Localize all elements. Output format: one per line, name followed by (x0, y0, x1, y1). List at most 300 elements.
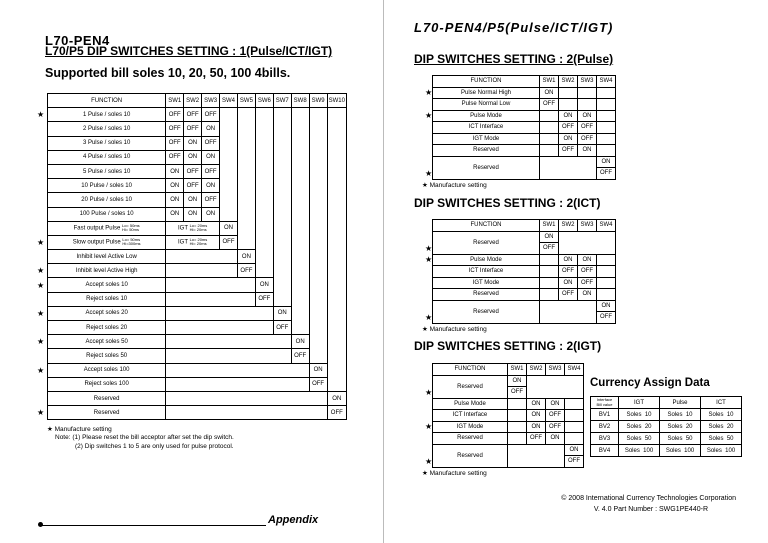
manufacture-star-icon: ★ (425, 388, 433, 397)
switch-value: ON (559, 133, 578, 145)
col-header-function: FUNCTION (48, 94, 166, 108)
table-row (48, 164, 347, 178)
function-cell: Reserved (433, 231, 540, 254)
empty-cell (237, 150, 255, 164)
blank-span (166, 363, 309, 377)
empty-cell (220, 207, 238, 221)
switch-value (559, 99, 578, 111)
switch-value: ON (202, 179, 220, 193)
col-header-sw: SW5 (237, 94, 255, 108)
function-cell: ICT Interface (433, 122, 540, 134)
empty-cell (273, 136, 291, 150)
switch-value: OFF (565, 456, 584, 468)
switch-value: OFF (597, 168, 616, 180)
empty-cell (309, 122, 327, 136)
switch-value: ON (527, 398, 546, 410)
function-cell: 5 Pulse / soles 10 (48, 164, 166, 178)
empty-cell (291, 321, 309, 335)
table-row (433, 375, 584, 387)
empty-cell (309, 164, 327, 178)
switch-value (540, 122, 559, 134)
function-cell: ICT Interface (433, 410, 508, 422)
empty-cell (291, 292, 309, 306)
currency-cell (660, 409, 701, 421)
empty-cell (327, 122, 346, 136)
empty-cell (327, 221, 346, 235)
footer-line (40, 525, 266, 526)
switch-value: OFF (578, 122, 597, 134)
igt-table (432, 363, 584, 468)
switch-value: OFF (546, 421, 565, 433)
col-header-sw: SW1 (166, 94, 184, 108)
col-header-sw: SW1 (540, 220, 559, 232)
function-cell: Reserved (433, 375, 508, 398)
manufacture-star-icon: ★ (37, 309, 45, 318)
manufacture-star-icon: ★ (425, 254, 433, 264)
switch-value (565, 398, 584, 410)
ict-manu-note: ★ Manufacture setting (422, 326, 487, 333)
currency-name: Soles (667, 435, 683, 442)
igt-timing-cell (166, 235, 220, 249)
switch-value (597, 99, 616, 111)
empty-cell (255, 164, 273, 178)
empty-cell (255, 193, 273, 207)
switch-value: ON (540, 231, 559, 243)
currency-cell (619, 433, 660, 445)
empty-cell (255, 250, 273, 264)
switch-value: OFF (166, 150, 184, 164)
function-cell: Reserved (433, 156, 540, 179)
bill-value: BV1 (591, 409, 619, 421)
switch-value: OFF (578, 277, 597, 289)
switch-value: ON (202, 122, 220, 136)
currency-amount: 10 (644, 411, 652, 418)
switch-value (565, 433, 584, 445)
function-cell: Reserved (433, 433, 508, 445)
dip-switch-table-1 (47, 93, 347, 420)
section-pulse-title: DIP SWITCHES SETTING : 2(Pulse) (414, 52, 614, 66)
currency-amount: 10 (685, 411, 693, 418)
note-1: Note: (1) Please reset the bill acceptor after set the dip switch. (55, 434, 234, 441)
switch-value: OFF (166, 122, 184, 136)
empty-cell (327, 349, 346, 363)
empty-cell (255, 108, 273, 122)
col-header-sw: SW2 (559, 220, 578, 232)
switch-value: ON (578, 145, 597, 157)
empty-cell (327, 108, 346, 122)
switch-value: OFF (327, 406, 346, 420)
col-header-sw: SW7 (273, 94, 291, 108)
empty-cell (291, 179, 309, 193)
currency-amount: 100 (725, 447, 736, 454)
switch-value: ON (508, 375, 527, 387)
pulse-timing: Lo= 50ms Hi=300ms (122, 237, 141, 247)
manufacture-star-icon: ★ (37, 266, 45, 276)
table-row (433, 110, 616, 122)
switch-value (508, 433, 527, 445)
switch-value: ON (291, 335, 309, 349)
blank-span (508, 444, 565, 467)
empty-cell (255, 150, 273, 164)
switch-value: ON (527, 410, 546, 422)
empty-cell (309, 221, 327, 235)
pulse-manu-note: ★ Manufacture setting (422, 182, 487, 189)
switch-value: ON (202, 207, 220, 221)
corner-interface: Interface (596, 396, 613, 402)
table-row (48, 193, 347, 207)
col-header-sw: SW4 (597, 220, 616, 232)
table-row (433, 254, 616, 266)
bill-value: BV2 (591, 421, 619, 433)
currency-cell (660, 433, 701, 445)
switch-value: OFF (202, 136, 220, 150)
currency-header: Pulse (660, 397, 701, 409)
table-row (48, 136, 347, 150)
switch-value: OFF (166, 108, 184, 122)
empty-cell (237, 207, 255, 221)
empty-cell (237, 235, 255, 249)
blank-span (166, 292, 256, 306)
empty-cell (273, 164, 291, 178)
switch-value: ON (546, 398, 565, 410)
igt-label: IGT (178, 225, 188, 232)
empty-cell (291, 108, 309, 122)
switch-value (540, 254, 559, 266)
table-row (48, 292, 347, 306)
function-cell: ICT Interface (433, 266, 540, 278)
table-row (48, 221, 347, 235)
table-row (48, 349, 347, 363)
col-header-sw: SW9 (309, 94, 327, 108)
function-cell: Pulse Mode (433, 398, 508, 410)
currency-name: Soles (626, 435, 642, 442)
switch-value: OFF (559, 266, 578, 278)
empty-cell (327, 377, 346, 391)
switch-value: ON (597, 300, 616, 312)
empty-cell (291, 221, 309, 235)
empty-cell (255, 179, 273, 193)
switch-value (597, 277, 616, 289)
blank-span (166, 335, 291, 349)
table-row (591, 421, 742, 433)
empty-cell (237, 136, 255, 150)
empty-cell (291, 164, 309, 178)
currency-name: Soles (667, 411, 683, 418)
blank-span (166, 250, 238, 264)
switch-value: ON (237, 250, 255, 264)
function-cell: Accept soles 100 (48, 363, 166, 377)
table-row (48, 278, 347, 292)
switch-value: ON (166, 207, 184, 221)
switch-value: OFF (202, 193, 220, 207)
table-row (48, 306, 347, 320)
manufacture-star-icon: ★ (37, 408, 45, 418)
table-row (48, 250, 347, 264)
switch-value: OFF (597, 312, 616, 324)
blank-span (166, 264, 238, 278)
table-row (433, 364, 584, 376)
table-row (433, 266, 616, 278)
table-row (433, 433, 584, 445)
function-cell: Reserved (433, 444, 508, 467)
table-row (433, 444, 584, 456)
function-cell: Accept soles 20 (48, 306, 166, 320)
table-row (433, 300, 616, 312)
switch-value (508, 421, 527, 433)
empty-cell (220, 179, 238, 193)
corner-cell (591, 397, 619, 409)
right-page (384, 0, 768, 543)
blank-span (166, 306, 274, 320)
empty-cell (273, 108, 291, 122)
empty-cell (327, 164, 346, 178)
switch-value: OFF (578, 133, 597, 145)
table-row (48, 406, 347, 420)
switch-value (540, 133, 559, 145)
manufacture-star-icon: ★ (425, 421, 433, 431)
blank-span (166, 377, 309, 391)
switch-value (597, 87, 616, 99)
empty-cell (327, 335, 346, 349)
table-row (591, 433, 742, 445)
table-row (591, 409, 742, 421)
empty-cell (291, 278, 309, 292)
switch-value: ON (559, 277, 578, 289)
igt-manu-note: ★ Manufacture setting (422, 470, 487, 477)
currency-name: Soles (708, 435, 724, 442)
switch-value (508, 398, 527, 410)
col-header-sw: SW3 (546, 364, 565, 376)
currency-name: Soles (624, 447, 640, 454)
function-cell: Pulse Normal High (433, 87, 540, 99)
section-ict-title: DIP SWITCHES SETTING : 2(ICT) (414, 196, 601, 210)
function-cell: 10 Pulse / soles 10 (48, 179, 166, 193)
function-cell: IGT Mode (433, 421, 508, 433)
blank-span (540, 156, 597, 179)
table-row (433, 156, 616, 168)
currency-header: IGT (619, 397, 660, 409)
col-header-function: FUNCTION (433, 76, 540, 88)
manufacture-star-icon: ★ (425, 87, 433, 97)
note-2: (2) Dip switches 1 to 5 are only used for pulse protocol. (75, 443, 234, 450)
table-row (48, 363, 347, 377)
manufacture-star-icon: ★ (37, 280, 45, 290)
switch-value: OFF (291, 349, 309, 363)
empty-cell (309, 306, 327, 320)
switch-value: OFF (559, 145, 578, 157)
function-cell: Reject soles 100 (48, 377, 166, 391)
currency-name: Soles (706, 447, 722, 454)
function-cell: Accept soles 10 (48, 278, 166, 292)
switch-value: ON (166, 179, 184, 193)
switch-value (597, 266, 616, 278)
switch-value: ON (273, 306, 291, 320)
empty-cell (255, 136, 273, 150)
empty-cell (327, 321, 346, 335)
function-cell: 100 Pulse / soles 10 (48, 207, 166, 221)
table-row (433, 76, 616, 88)
switch-value: ON (184, 150, 202, 164)
function-cell: Pulse Mode (433, 254, 540, 266)
function-cell: IGT Mode (433, 133, 540, 145)
empty-cell (255, 122, 273, 136)
table-row (48, 335, 347, 349)
pulse-speed-cell (48, 221, 166, 235)
igt-timing-cell (166, 221, 220, 235)
table-row (48, 108, 347, 122)
empty-cell (291, 264, 309, 278)
currency-header: ICT (701, 397, 742, 409)
switch-value: OFF (184, 108, 202, 122)
empty-cell (309, 207, 327, 221)
empty-cell (273, 150, 291, 164)
switch-value: OFF (578, 266, 597, 278)
table-row (433, 133, 616, 145)
section-igt-title: DIP SWITCHES SETTING : 2(IGT) (414, 339, 602, 353)
empty-cell (309, 108, 327, 122)
function-cell: 20 Pulse / soles 10 (48, 193, 166, 207)
empty-cell (327, 179, 346, 193)
switch-value: ON (559, 110, 578, 122)
pulse-speed-label: Fast output Pulse (73, 225, 121, 232)
empty-cell (291, 122, 309, 136)
function-cell: 1 Pulse / soles 10 (48, 108, 166, 122)
currency-amount: 20 (726, 423, 734, 430)
empty-cell (273, 235, 291, 249)
currency-name: Soles (708, 411, 724, 418)
currency-name: Soles (708, 423, 724, 430)
switch-value (597, 289, 616, 301)
switch-value: ON (327, 391, 346, 405)
switch-value: ON (255, 278, 273, 292)
manufacture-star-icon: ★ (425, 110, 433, 120)
switch-value: ON (184, 207, 202, 221)
page-heading: L70/P5 DIP SWITCHES SETTING : 1(Pulse/ICT/IGT) (45, 44, 333, 58)
empty-cell (309, 292, 327, 306)
switch-value: ON (184, 193, 202, 207)
table-row (433, 421, 584, 433)
blank-span (166, 349, 291, 363)
switch-value: OFF (166, 136, 184, 150)
col-header-sw: SW3 (578, 76, 597, 88)
function-cell: Reserved (433, 289, 540, 301)
col-header-sw: SW10 (327, 94, 346, 108)
switch-value: OFF (559, 122, 578, 134)
switch-value: OFF (184, 179, 202, 193)
table-row (48, 235, 347, 249)
switch-value (597, 122, 616, 134)
function-cell: 3 Pulse / soles 10 (48, 136, 166, 150)
switch-value: OFF (508, 387, 527, 399)
switch-value (540, 266, 559, 278)
blank-span (166, 391, 327, 405)
empty-cell (327, 292, 346, 306)
table-row (433, 277, 616, 289)
switch-value: ON (546, 433, 565, 445)
manufacture-star-icon: ★ (425, 313, 433, 322)
currency-name: Soles (626, 411, 642, 418)
col-header-sw: SW3 (202, 94, 220, 108)
col-header-sw: SW4 (220, 94, 238, 108)
blank-span (166, 406, 327, 420)
corner-bill: Bill value (596, 401, 613, 407)
empty-cell (309, 193, 327, 207)
function-cell: Reserved (48, 406, 166, 420)
empty-cell (237, 164, 255, 178)
currency-table (590, 396, 742, 457)
table-row (433, 398, 584, 410)
switch-value: ON (559, 254, 578, 266)
switch-value: ON (578, 289, 597, 301)
function-cell: Reserved (433, 300, 540, 323)
currency-cell (701, 409, 742, 421)
function-cell: 4 Pulse / soles 10 (48, 150, 166, 164)
switch-value (540, 289, 559, 301)
currency-amount: 10 (726, 411, 734, 418)
blank-span (166, 321, 274, 335)
empty-cell (237, 221, 255, 235)
empty-cell (309, 250, 327, 264)
switch-value: OFF (527, 433, 546, 445)
switch-value (597, 133, 616, 145)
table-row (591, 445, 742, 457)
switch-value: OFF (220, 235, 238, 249)
empty-cell (309, 335, 327, 349)
switch-value (565, 410, 584, 422)
currency-cell (701, 421, 742, 433)
currency-name: Soles (626, 423, 642, 430)
manufacture-star-icon: ★ (425, 169, 433, 178)
empty-cell (309, 321, 327, 335)
function-cell: Reject soles 10 (48, 292, 166, 306)
empty-cell (291, 193, 309, 207)
empty-cell (327, 306, 346, 320)
appendix-label: Appendix (268, 514, 319, 526)
switch-value (578, 99, 597, 111)
empty-cell (255, 264, 273, 278)
switch-value: OFF (273, 321, 291, 335)
currency-cell (701, 445, 742, 457)
table-row (48, 377, 347, 391)
igt-timing: Lo= 20ms Hi= 20ms (189, 223, 208, 233)
empty-cell (309, 179, 327, 193)
switch-value: ON (565, 444, 584, 456)
table-row (433, 231, 616, 243)
function-cell: Pulse Normal Low (433, 99, 540, 111)
switch-value: ON (166, 193, 184, 207)
table-row (48, 179, 347, 193)
switch-value: ON (184, 136, 202, 150)
manufacture-star-icon: ★ (37, 337, 45, 347)
table-row (433, 289, 616, 301)
col-header-sw: SW2 (559, 76, 578, 88)
switch-value (540, 145, 559, 157)
manufacture-star-icon: ★ (37, 110, 45, 120)
switch-value (597, 254, 616, 266)
empty-cell (237, 108, 255, 122)
table-row (48, 150, 347, 164)
empty-cell (273, 193, 291, 207)
switch-value: OFF (202, 164, 220, 178)
empty-cell (273, 278, 291, 292)
empty-cell (273, 264, 291, 278)
empty-cell (291, 207, 309, 221)
empty-cell (237, 122, 255, 136)
table-row (433, 220, 616, 232)
switch-value: OFF (184, 122, 202, 136)
table-row (433, 145, 616, 157)
empty-cell (273, 179, 291, 193)
